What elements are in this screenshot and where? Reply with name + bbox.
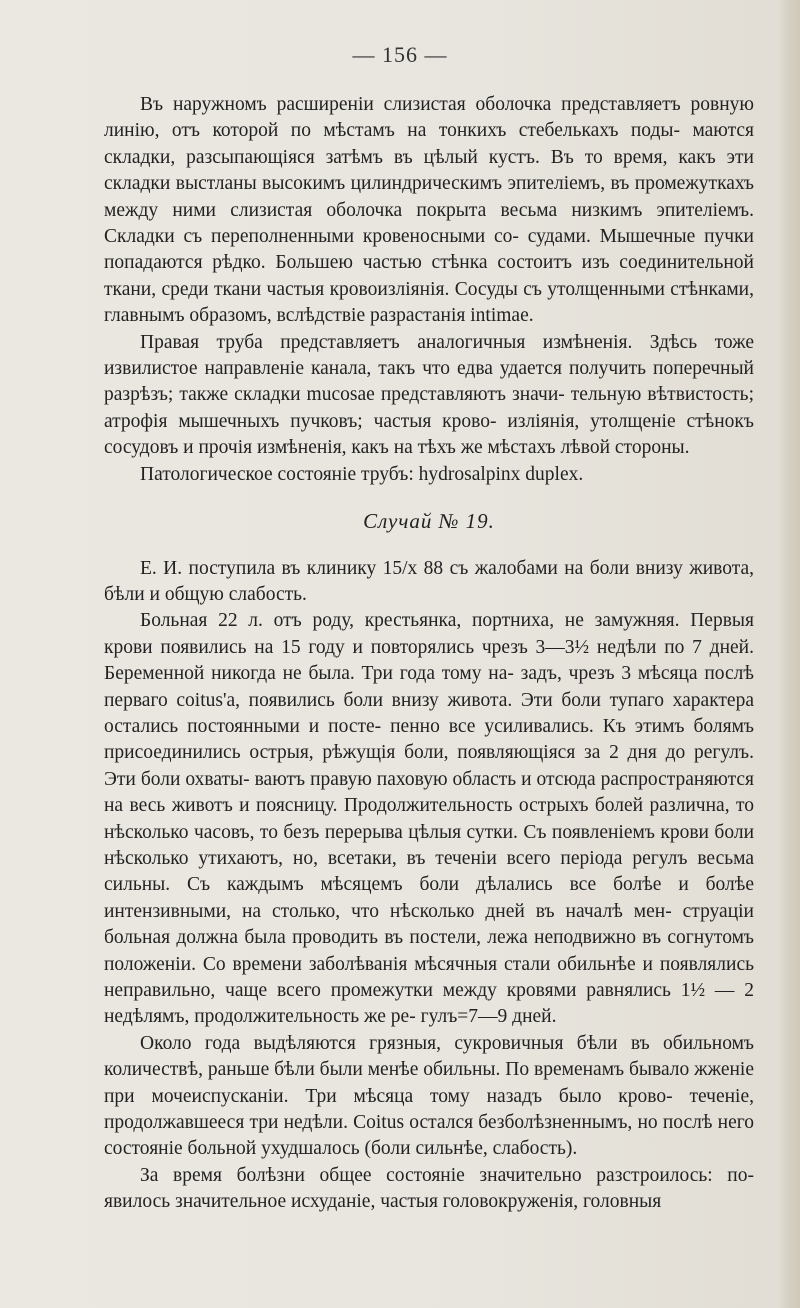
paragraph-right-tube: Правая труба представляетъ аналогичныя измѣненія. Здѣсь тоже извилистое направленіе канала, такъ что едва удается получить поперечный разрѣзъ; также складки mucosae представляютъ значи- тельную вѣтвистость; атрофія мышечныхъ пучковъ; частыя крово- изліянія, утолщеніе стѣнокъ сосудовъ и прочія измѣненія, какъ на тѣхъ же мѣстахъ лѣвой стороны. — [104, 331, 754, 459]
paragraph-pathology: Патологическое состояніе трубъ: hydrosalpinx duplex. — [140, 463, 584, 485]
paragraph-admission: Е. И. поступила въ клинику 15/х 88 съ жалобами на боли внизу живота, бѣли и общую слабость. — [104, 557, 754, 605]
page-edge — [778, 0, 800, 1308]
paragraph-history: Больная 22 л. отъ роду, крестьянка, портниха, не замужняя. Первыя крови появились на 15 году и повторялись чрезъ 3—3½ недѣли по 7 дней. Беременной никогда не была. Три года тому на- задъ, чрезъ 3 мѣсяца послѣ перваго coitus'a, появились боли внизу живота. Эти боли тупаго характера остались постоянными и посте- пенно все усиливались. Къ этимъ болямъ присоединились острыя, рѣжущія боли, появляющіяся за 2 дня до регулъ. Эти боли охваты- ваютъ правую паховую область и отсюда распространяются на весь животъ и поясницу. Продолжительность острыхъ болей различна, то нѣсколько часовъ, то безъ перерыва цѣлыя сутки. Съ появленіемъ крови боли нѣсколько утихаютъ, но, всетаки, въ теченіи всего періода регулъ весьма сильны. Съ каждымъ мѣсяцемъ боли дѣлались все болѣе и болѣе интензивными, на столько, что нѣсколько дней въ началѣ мен- струаціи больная должна была проводить въ постели, лежа неподвижно въ согнутомъ положеніи. Со времени заболѣванія мѣсячныя стали обильнѣе и появлялись неправильно, чаще всего промежутки между кровями равнялись 1½ — 2 недѣлямъ, продолжительность же ре- гулъ=7—9 дней. — [104, 610, 754, 1028]
paragraph-discharge: Около года выдѣляются грязныя, сукровичныя бѣли въ обильномъ количествѣ, раньше бѣли были менѣе обильны. По временамъ бывало жженіе при мочеиспусканіи. Три мѣсяца тому назадъ было крово- теченіе, продолжавшееся три недѣли. Coitus остался безболѣзненнымъ, но послѣ него состояніе больной ухудшалось (боли сильнѣе, слабость). — [104, 1032, 754, 1160]
page-number: — 156 — — [352, 42, 448, 67]
case-heading: Случай № 19. — [363, 509, 495, 534]
body-text — [104, 92, 754, 1216]
paragraph-left-tube: Въ наружномъ расширеніи слизистая оболочка представляетъ ровную линію, отъ которой по мѣстамъ на тонкихъ стебелькахъ поды- маются складки, разсыпающіяся затѣмъ въ цѣлый кустъ. Въ то время, какъ эти складки выстланы высокимъ цилиндрическимъ эпителіемъ, въ промежуткахъ между ними слизистая оболочка покрыта весьма низкимъ эпителіемъ. Складки съ переполненными кровеносными со- судами. Мышечные пучки попадаются рѣдко. Большею частью стѣнка состоитъ изъ соединительной ткани, среди ткани частыя кровоизліянія. Сосуды съ утолщенными стѣнками, главнымъ образомъ, вслѣдствіе разрастанія intimae. — [104, 94, 754, 327]
paragraph-general-state: За время болѣзни общее состояніе значительно разстроилось: по- явилось значительное исхуданіе, частыя головокруженія, головныя — [104, 1164, 754, 1213]
